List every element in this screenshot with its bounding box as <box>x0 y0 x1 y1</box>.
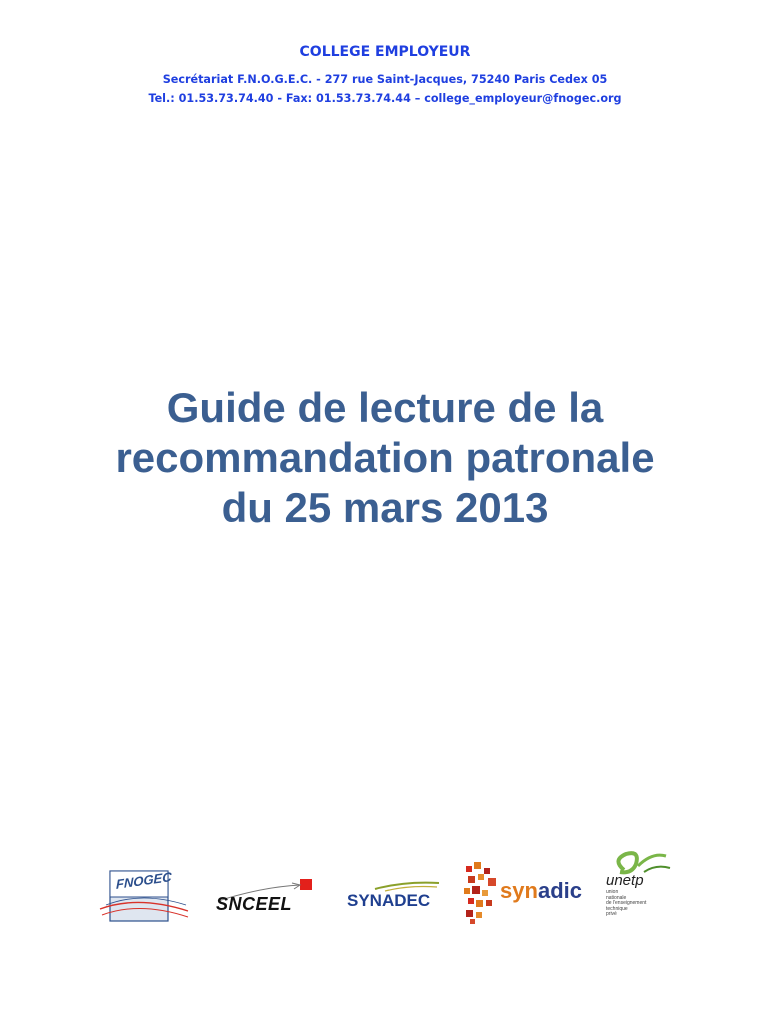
unetp-tagline-line: de l'enseignement <box>606 900 647 906</box>
organization-name: COLLEGE EMPLOYEUR <box>299 44 471 60</box>
unetp-tagline <box>606 890 646 918</box>
unetp-tagline-line: technique <box>606 905 628 912</box>
unetp-tagline-line: nationale <box>606 894 627 901</box>
fnogec-logo-text: FNOGEC <box>116 869 172 892</box>
unetp-logo-text: unetp <box>606 872 644 889</box>
snceel-logo <box>212 877 316 917</box>
synadec-logo <box>345 877 441 917</box>
title-line-3: du 25 mars 2013 <box>221 484 549 531</box>
unetp-tagline-line: privé <box>606 911 617 917</box>
unetp-tagline-line: union <box>606 889 619 895</box>
title-line-1: Guide de lecture de la <box>166 384 604 431</box>
synadic-suffix-text: adic <box>538 878 583 903</box>
contact-info: Tel.: 01.53.73.74.40 - Fax: 01.53.73.74.44 – college_employeur@fnogec.org <box>148 92 622 105</box>
document-title <box>0 383 770 533</box>
secretariat-address: Secrétariat F.N.O.G.E.C. - 277 rue Saint-Jacques, 75240 Paris Cedex 05 <box>162 73 608 86</box>
fnogec-logo <box>98 865 190 925</box>
synadic-mosaic-icon <box>462 860 502 926</box>
partner-logos <box>0 845 770 935</box>
synadic-prefix-text: syn <box>500 878 538 903</box>
snceel-logo-text: SNCEEL <box>216 894 293 914</box>
synadic-logo <box>462 860 588 926</box>
unetp-logo <box>604 850 674 920</box>
title-line-2: recommandation patronale <box>115 434 655 481</box>
letterhead <box>0 42 770 108</box>
synadec-logo-text: SYNADEC <box>347 891 431 910</box>
